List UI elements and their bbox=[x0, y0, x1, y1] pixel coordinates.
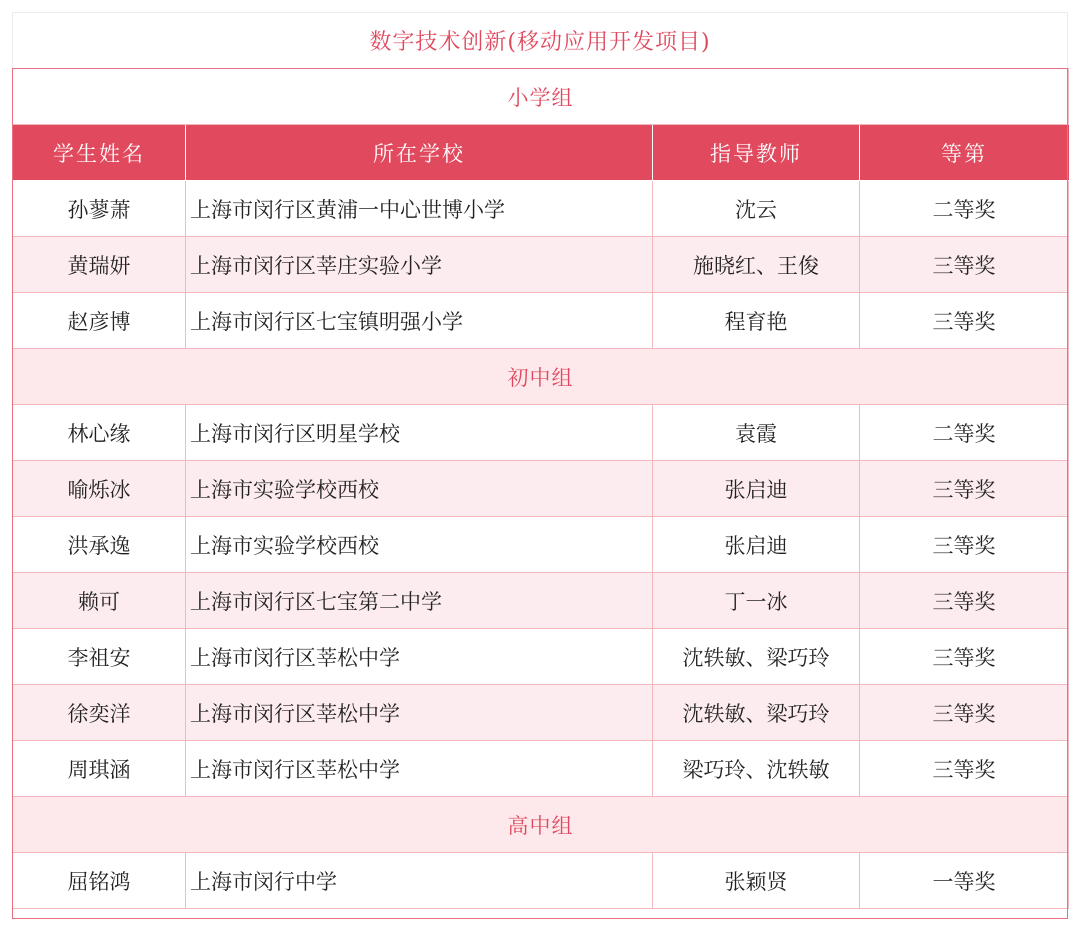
teacher-cell: 沈云 bbox=[653, 181, 860, 237]
school-cell: 上海市闵行区黄浦一中心世博小学 bbox=[186, 181, 653, 237]
teacher-cell: 梁巧玲、沈轶敏 bbox=[653, 741, 860, 797]
award-cell: 三等奖 bbox=[860, 237, 1069, 293]
group-title: 初中组 bbox=[13, 349, 1069, 405]
award-cell: 三等奖 bbox=[860, 293, 1069, 349]
teacher-cell: 施晓红、王俊 bbox=[653, 237, 860, 293]
school-cell: 上海市闵行区莘松中学 bbox=[186, 741, 653, 797]
school-cell: 上海市实验学校西校 bbox=[186, 461, 653, 517]
student-name-cell: 孙蓼萧 bbox=[13, 181, 186, 237]
student-name-cell: 屈铭鸿 bbox=[13, 853, 186, 909]
school-cell: 上海市闵行区七宝镇明强小学 bbox=[186, 293, 653, 349]
award-cell: 二等奖 bbox=[860, 181, 1069, 237]
award-cell: 三等奖 bbox=[860, 685, 1069, 741]
teacher-cell: 沈轶敏、梁巧玲 bbox=[653, 685, 860, 741]
table-row bbox=[13, 629, 1069, 685]
table-row bbox=[13, 237, 1069, 293]
student-name-cell: 赵彦博 bbox=[13, 293, 186, 349]
student-name-cell: 赖可 bbox=[13, 573, 186, 629]
award-cell: 三等奖 bbox=[860, 461, 1069, 517]
award-cell: 三等奖 bbox=[860, 517, 1069, 573]
award-cell: 三等奖 bbox=[860, 629, 1069, 685]
student-name-cell: 周琪涵 bbox=[13, 741, 186, 797]
table-row bbox=[13, 573, 1069, 629]
teacher-cell: 沈轶敏、梁巧玲 bbox=[653, 629, 860, 685]
page-title: 数字技术创新(移动应用开发项目) bbox=[12, 12, 1068, 68]
student-name-cell: 徐奕洋 bbox=[13, 685, 186, 741]
student-name-cell: 喻烁冰 bbox=[13, 461, 186, 517]
student-name-cell: 洪承逸 bbox=[13, 517, 186, 573]
teacher-cell: 袁霞 bbox=[653, 405, 860, 461]
teacher-cell: 丁一冰 bbox=[653, 573, 860, 629]
school-cell: 上海市闵行区七宝第二中学 bbox=[186, 573, 653, 629]
award-cell: 二等奖 bbox=[860, 405, 1069, 461]
table-row bbox=[13, 853, 1069, 909]
table-row bbox=[13, 685, 1069, 741]
award-table bbox=[12, 68, 1069, 909]
group-row bbox=[13, 797, 1069, 853]
teacher-cell: 程育艳 bbox=[653, 293, 860, 349]
student-name-cell: 林心缘 bbox=[13, 405, 186, 461]
teacher-cell: 张启迪 bbox=[653, 461, 860, 517]
school-cell: 上海市闵行区明星学校 bbox=[186, 405, 653, 461]
school-cell: 上海市实验学校西校 bbox=[186, 517, 653, 573]
group-title: 小学组 bbox=[13, 69, 1069, 125]
school-cell: 上海市闵行区莘松中学 bbox=[186, 685, 653, 741]
group-row bbox=[13, 349, 1069, 405]
school-cell: 上海市闵行中学 bbox=[186, 853, 653, 909]
award-cell: 三等奖 bbox=[860, 741, 1069, 797]
award-cell: 一等奖 bbox=[860, 853, 1069, 909]
table-row bbox=[13, 293, 1069, 349]
table-row bbox=[13, 517, 1069, 573]
table-row bbox=[13, 405, 1069, 461]
column-header: 指导教师 bbox=[653, 125, 860, 181]
table-row bbox=[13, 461, 1069, 517]
student-name-cell: 李祖安 bbox=[13, 629, 186, 685]
column-header: 等第 bbox=[860, 125, 1069, 181]
column-header: 所在学校 bbox=[186, 125, 653, 181]
table-row bbox=[13, 741, 1069, 797]
group-title: 高中组 bbox=[13, 797, 1069, 853]
school-cell: 上海市闵行区莘庄实验小学 bbox=[186, 237, 653, 293]
group-row bbox=[13, 69, 1069, 125]
award-list-container bbox=[12, 12, 1068, 919]
student-name-cell: 黄瑞妍 bbox=[13, 237, 186, 293]
award-table-body bbox=[13, 69, 1069, 909]
teacher-cell: 张颖贤 bbox=[653, 853, 860, 909]
table-row bbox=[13, 181, 1069, 237]
school-cell: 上海市闵行区莘松中学 bbox=[186, 629, 653, 685]
award-cell: 三等奖 bbox=[860, 573, 1069, 629]
table-header-row bbox=[13, 125, 1069, 181]
teacher-cell: 张启迪 bbox=[653, 517, 860, 573]
column-header: 学生姓名 bbox=[13, 125, 186, 181]
